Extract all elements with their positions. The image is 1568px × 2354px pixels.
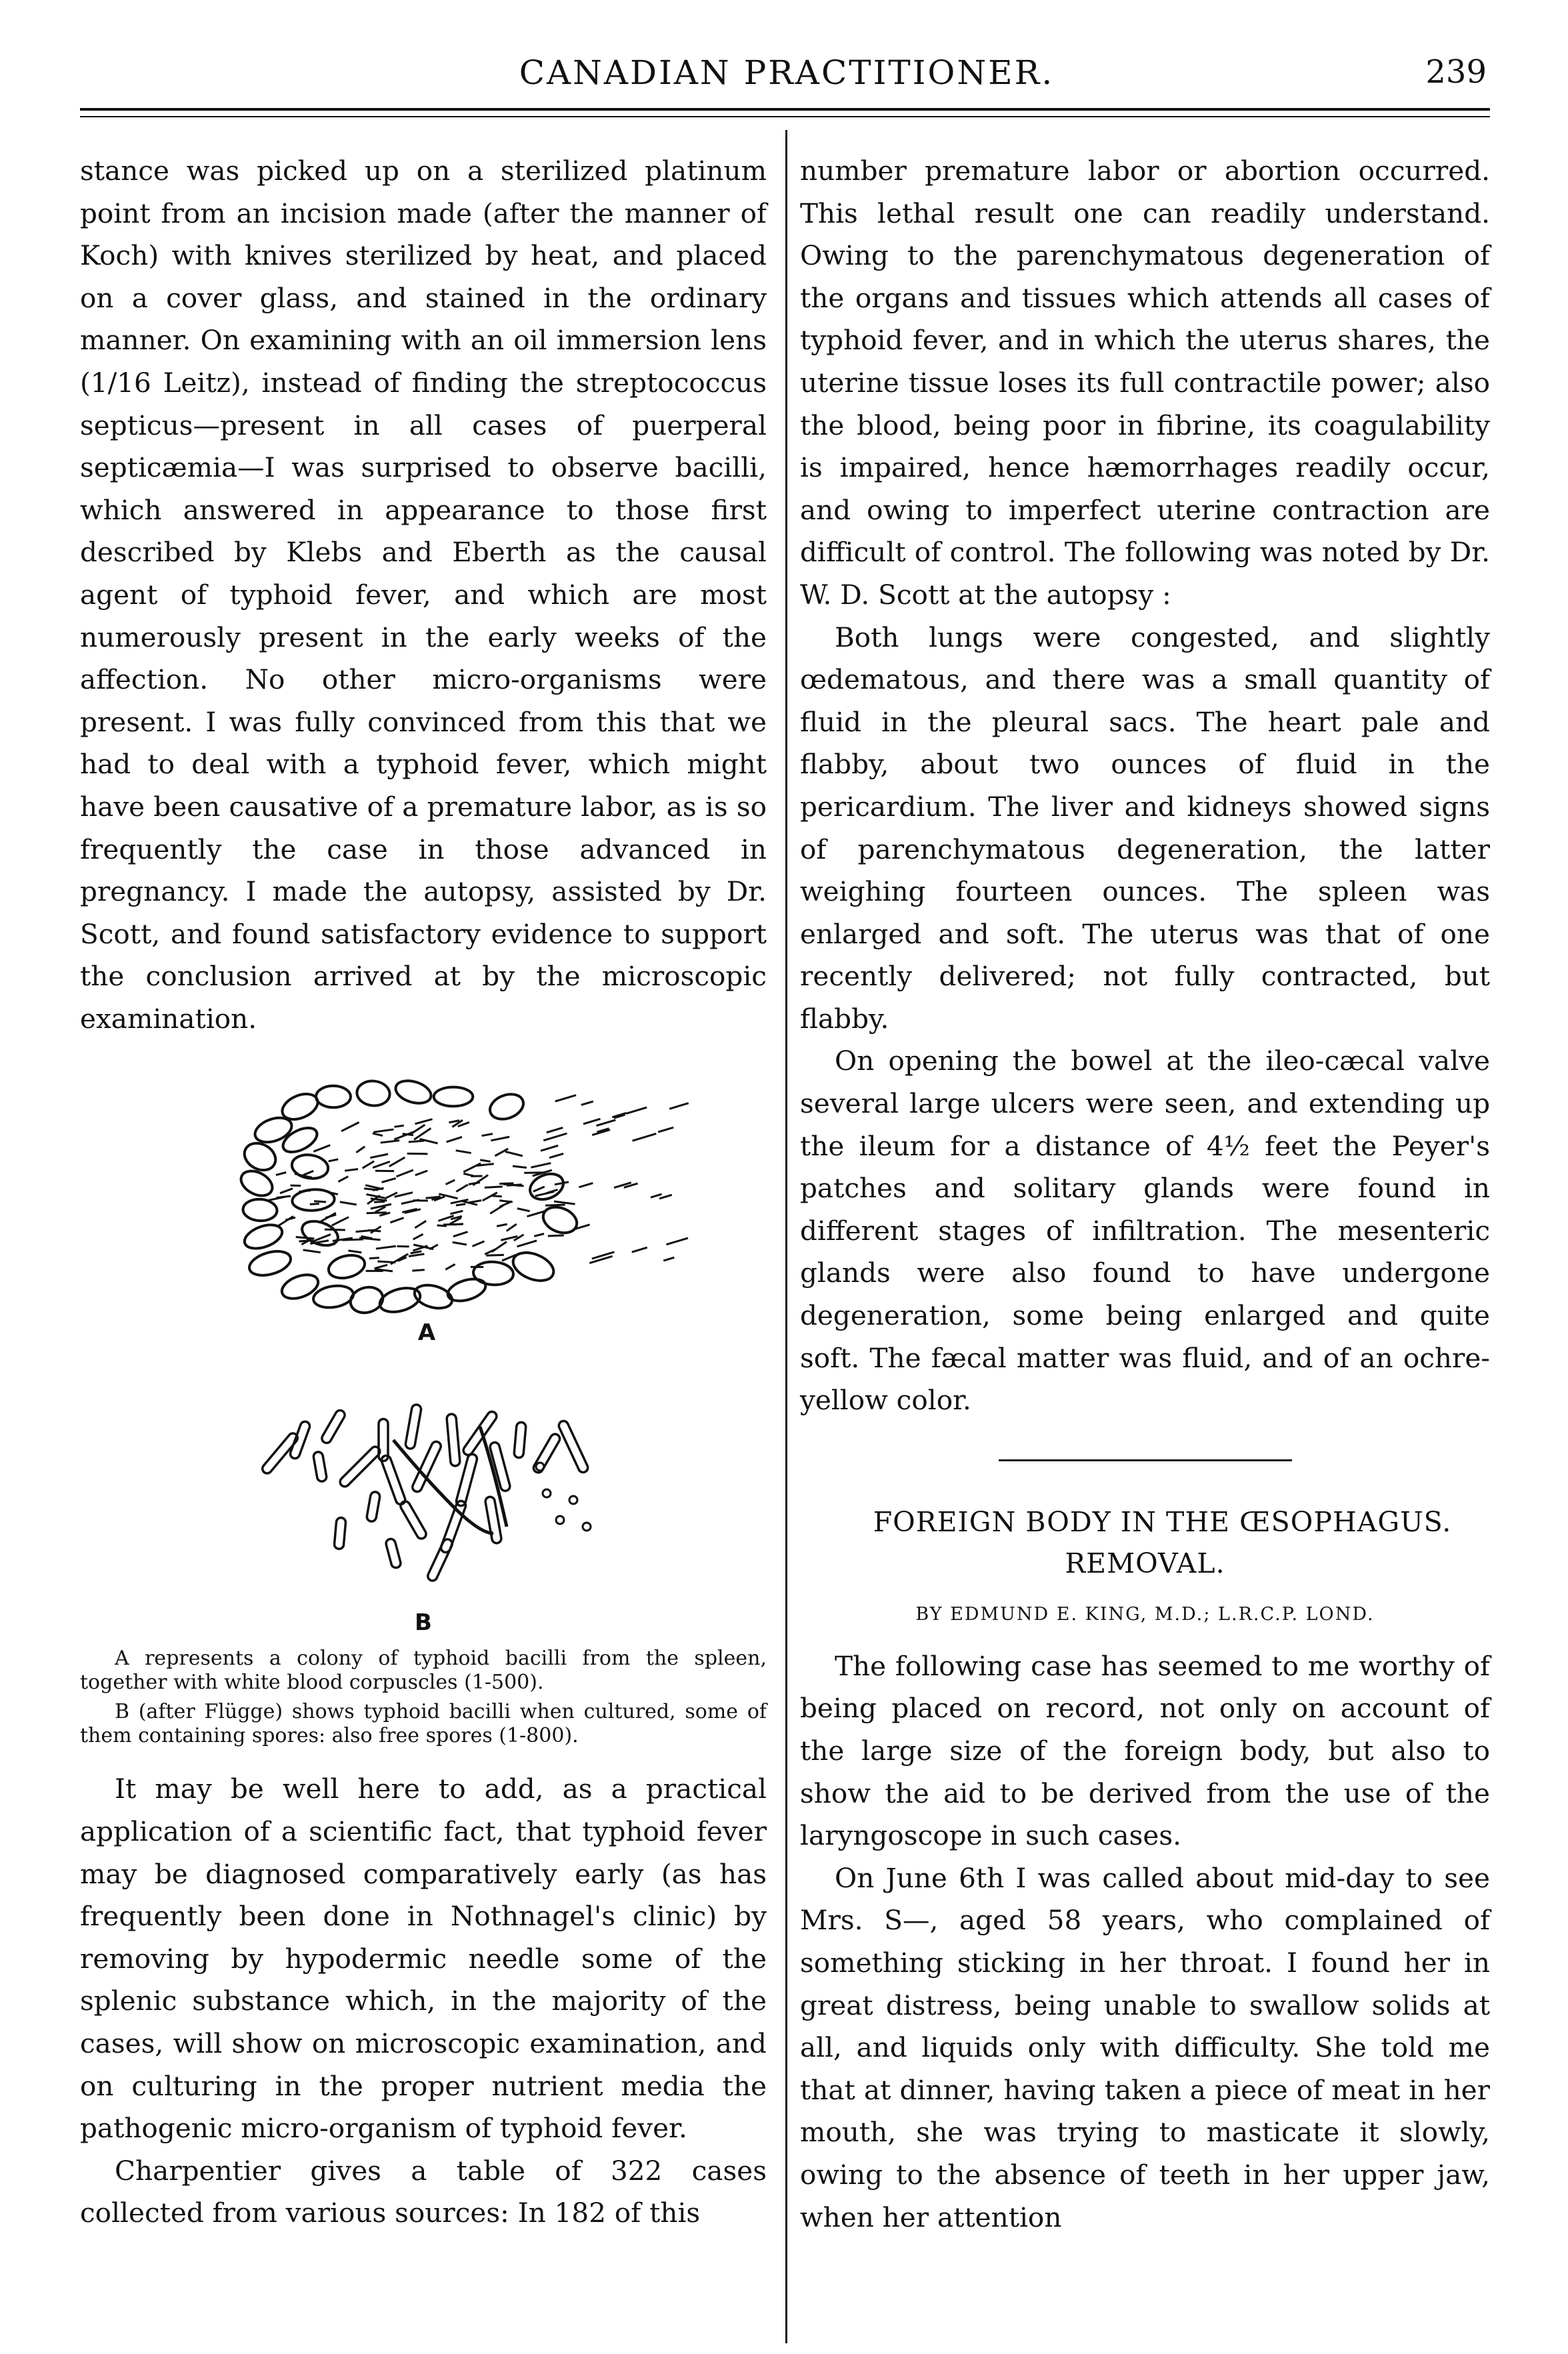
bacillus-mark <box>340 1202 357 1205</box>
corpuscle-mark <box>356 1080 391 1107</box>
bacillus-mark <box>549 1154 563 1158</box>
bacillus-mark <box>373 1130 393 1133</box>
bacillus-mark <box>499 1201 513 1202</box>
bacillus-mark <box>381 1141 399 1143</box>
bacillus-mark <box>385 1538 402 1569</box>
bacillus-mark <box>320 1409 346 1445</box>
spore-mark <box>536 1463 544 1471</box>
bacillus-mark <box>376 1247 396 1249</box>
bacillus-mark <box>485 1497 502 1545</box>
bacillus-mark <box>314 1201 326 1202</box>
byline: BY EDMUND E. KING, M.D.; L.R.C.P. LOND. <box>915 1603 1375 1625</box>
bacillus-mark <box>597 1120 616 1126</box>
bacillus-mark <box>505 1152 523 1156</box>
bacillus-mark <box>356 1147 365 1153</box>
bacillus-mark <box>490 1206 503 1214</box>
right-column <box>800 150 1490 2239</box>
corpuscle-mark <box>291 1189 335 1212</box>
bacillus-mark <box>667 1239 688 1245</box>
bacillus-mark <box>342 1239 363 1240</box>
header-rule <box>80 108 1490 111</box>
bacillus-mark <box>555 1095 576 1101</box>
spore-mark <box>543 1489 551 1497</box>
bacillus-mark <box>325 1230 345 1231</box>
bacillus-mark <box>659 1195 672 1199</box>
header-rule-thin <box>80 116 1490 117</box>
spore-mark <box>556 1516 564 1524</box>
bacillus-mark <box>389 1158 405 1167</box>
bacillus-mark <box>557 1420 589 1475</box>
bacillus-mark <box>632 1248 647 1253</box>
bacillus-mark <box>534 1234 544 1237</box>
bacillus-mark <box>669 1103 689 1109</box>
journal-title: CANADIAN PRACTITIONER. <box>519 53 1055 92</box>
bacillus-mark <box>377 1261 395 1263</box>
corpuscle-mark <box>509 1247 558 1286</box>
bacillus-mark <box>329 1159 339 1161</box>
paragraph: stance was picked up on a sterilized platinum point from an incision made (after the manner of Koch) with knives sterilized by heat, and placed on a cover glass, and stained in the ordinary manner. On examining with an oil immersion lens (1/16 Leitz), instead of finding the streptococcus septicus—present in all cases of puerperal septicæmia—I was surprised to observe bacilli, which answered in appearance to those first described by Klebs and Eberth as the causal agent of typhoid fever, and which are most numerously present in the early weeks of the affection. No other micro-organisms were present. I was fully convinced from this that we had to deal with a typhoid fever, which might have been causative of a premature labor, as is so frequently the case in those advanced in pregnancy. I made the autopsy, assisted by Dr. Scott, and found satisfactory evidence to support the conclusion arrived at by the microscopic examination. <box>80 155 767 1035</box>
bacillus-mark <box>480 1160 490 1162</box>
corpuscle-mark <box>243 1199 278 1222</box>
bacillus-mark <box>394 1126 403 1127</box>
bacillus-mark <box>310 1204 319 1205</box>
corpuscle-mark <box>247 1247 293 1280</box>
bacillus-mark <box>313 1451 327 1482</box>
bacillus-mark <box>450 1211 463 1215</box>
bacillus-mark <box>413 1245 433 1249</box>
bacillus-mark <box>663 1258 674 1261</box>
bacillus-mark <box>555 1182 569 1185</box>
running-header <box>80 53 1493 100</box>
bacillus-mark <box>280 1189 293 1193</box>
bacillus-mark <box>547 1128 563 1133</box>
bacillus-mark <box>345 1169 358 1171</box>
corpuscle-mark <box>487 1090 527 1124</box>
bacillus-mark <box>545 1205 565 1206</box>
paragraph: number premature labor or abortion occurred. This lethal result one can readily understand. Owing to the parenchymatous degeneration of the organs and tissues which attends all cases of typhoid fever, and in which the uterus shares, the uterine tissue loses its full contractile power; also the blood, being poor in fibrine, its coagulability is impaired, hence hæmorrhages readily occur, and owing to imperfect uterine contraction are difficult of control. The following was noted by Dr. W. D. Scott at the autopsy : <box>800 155 1490 611</box>
bacillus-mark <box>517 1241 537 1247</box>
column-divider <box>785 130 787 2343</box>
bacillus-mark <box>486 1255 504 1256</box>
bacillus-mark <box>369 1258 379 1259</box>
bacillus-mark <box>463 1174 474 1177</box>
bacillus-mark <box>261 1432 299 1476</box>
bacillus-mark <box>415 1221 426 1229</box>
figure-caption <box>80 1647 767 1748</box>
corpuscle-mark <box>279 1271 321 1303</box>
bacillus-mark <box>499 1183 513 1184</box>
corpuscle-mark <box>240 1138 281 1175</box>
bacillus-mark <box>341 1123 359 1131</box>
article-title <box>800 1501 1490 1584</box>
bacillus-mark <box>592 1252 615 1259</box>
article-title-line2: REMOVAL. <box>1065 1547 1225 1579</box>
figure-a-colony <box>237 1077 688 1317</box>
bacillus-mark <box>374 1202 385 1203</box>
bacillus-mark <box>651 1195 662 1198</box>
bacillus-mark <box>456 1204 465 1205</box>
spore-mark <box>583 1523 591 1531</box>
corpuscle-mark <box>473 1261 514 1287</box>
bacillus-mark <box>456 1151 471 1153</box>
bacillus-mark <box>497 1225 507 1227</box>
bacillus-mark <box>289 1421 311 1460</box>
bacillus-mark <box>390 1218 403 1223</box>
paragraph: It may be well here to add, as a practical application of a scientific fact, that typhoid fever may be diagnosed comparatively early (as has frequently been done in Nothnagel's clinic) by removing by hypodermic needle some of the splenic substance which, in the majority of the cases, will show on microscopic examination, and on culturing in the proper nutrient media the pathogenic micro-organism of typhoid fever. <box>80 1773 767 2145</box>
bacillus-mark <box>491 1137 509 1141</box>
bacillus-mark <box>371 1205 391 1209</box>
bacillus-mark <box>382 1179 396 1183</box>
figure-b-cultured <box>261 1404 591 1583</box>
caption-b: B (after Flügge) shows typhoid bacilli when cultured, some of them containing spores: also free spores (1-800). <box>80 1700 767 1748</box>
bacillus-mark <box>492 1242 507 1252</box>
bacillus-mark <box>583 1119 601 1125</box>
paragraph: On opening the bowel at the ileo-cæcal valve several large ulcers were seen, and extending up the ileum for a distance of 4½ feet the Peyer's patches and solitary glands were found in different stages of infiltration. The mesenteric glands were also found to have undergone degeneration, some being enlarged and quite soft. The fæcal matter was fluid, and of an ochre-yellow color. <box>800 1045 1490 1417</box>
bacillus-mark <box>299 1191 311 1192</box>
corpuscle-mark <box>539 1203 581 1237</box>
bacillus-mark <box>543 1134 567 1141</box>
bacillus-mark <box>415 1119 433 1124</box>
bacillus-mark <box>461 1410 498 1457</box>
paragraph: Both lungs were congested, and slightly œdematous, and there was a small quantity of fluid in the pleural sacs. The heart pale and flabby, about two ounces of fluid in the pericardium. The liver and kidneys showed signs of parenchymatous degeneration, the latter weighing fourteen ounces. The spleen was enlarged and soft. The uterus was that of one recently delivered; not fully contracted, but flabby. <box>800 621 1490 1035</box>
bacillus-mark <box>363 1161 375 1169</box>
bacillus-mark <box>399 1500 427 1541</box>
paragraph: On June 6th I was called about mid-day to see Mrs. S—, aged 58 years, who complained of something sticking in her throat. I found her in great distress, being unable to swallow solids at all, and liquids only with difficulty. She told me that at dinner, having taken a piece of meat in her mouth, she was trying to masticate it slowly, owing to the absence of teeth in her upper jaw, when her attention <box>800 1861 1490 2233</box>
bacillus-mark <box>517 1209 530 1211</box>
bacillus-mark <box>411 1251 422 1253</box>
bacillus-mark <box>541 1146 558 1151</box>
bacillus-mark <box>373 1162 390 1168</box>
bacillus-mark <box>405 1404 421 1449</box>
bacillus-mark <box>415 1171 427 1175</box>
bacillus-mark <box>303 1250 321 1253</box>
paragraph: The following case has seemed to me worthy of being placed on record, not only on account of the large size of the foreign body, but also to show the aid to be derived from the use of the laryngoscope in such cases. <box>800 1649 1490 1852</box>
bacillus-mark <box>366 1491 381 1522</box>
bacillus-mark <box>413 1235 423 1240</box>
bacillus-mark <box>411 1125 425 1134</box>
corpuscle-mark <box>434 1087 473 1107</box>
section-separator <box>999 1459 1292 1461</box>
figure-label-a: A <box>417 1319 436 1347</box>
bacillus-mark <box>513 1167 527 1168</box>
bacillus-mark <box>533 1187 545 1191</box>
bacillus-mark <box>409 1141 424 1143</box>
bacillus-mark <box>426 1538 453 1583</box>
bacillus-mark <box>627 1108 647 1114</box>
bacillus-mark <box>348 1251 361 1253</box>
caption-a: A represents a colony of typhoid bacilli from the spleen, together with white blood corpuscles (1-500). <box>80 1647 767 1695</box>
bacillus-mark <box>412 1270 425 1271</box>
figure-label-b: B <box>415 1609 432 1634</box>
corpuscle-mark <box>393 1077 433 1107</box>
corpuscle-mark <box>312 1283 355 1311</box>
bacillus-mark <box>447 1137 462 1143</box>
bacillus-mark <box>338 1445 381 1489</box>
bacillus-mark <box>514 1422 527 1458</box>
bacillus-mark <box>277 1197 291 1199</box>
bacillus-mark <box>579 1183 593 1187</box>
bacillus-mark <box>658 1128 673 1133</box>
paragraph: Charpentier gives a table of 322 cases collected from various sources: In 182 of this <box>80 2154 767 2229</box>
bacilli-figure <box>80 1067 767 1633</box>
spore-mark <box>569 1496 577 1504</box>
bacillus-mark <box>446 1180 455 1185</box>
left-column <box>80 150 767 2235</box>
bacillus-mark <box>531 1163 551 1168</box>
bacillus-mark <box>548 1235 564 1236</box>
bacillus-mark <box>445 1265 455 1270</box>
bacillus-mark <box>589 1257 612 1263</box>
corpuscle-mark <box>326 1252 367 1282</box>
bacillus-mark <box>437 1225 447 1226</box>
corpuscle-mark <box>316 1086 351 1108</box>
bacillus-mark <box>397 1170 413 1177</box>
bacillus-mark <box>373 1133 383 1136</box>
corpuscle-mark <box>526 1169 567 1204</box>
bacillus-mark <box>581 1102 593 1105</box>
bacillus-mark <box>338 1177 348 1182</box>
bacillus-mark <box>296 1237 315 1239</box>
bacillus-mark <box>375 1265 387 1269</box>
bacillus-mark <box>633 1134 657 1141</box>
corpuscle-mark <box>445 1275 488 1305</box>
bacillus-mark <box>332 1217 349 1226</box>
bacillus-mark <box>334 1517 346 1549</box>
corpuscle-mark <box>237 1167 276 1201</box>
bacillus-mark <box>313 1145 330 1152</box>
bacilli-illustration <box>80 1067 767 1633</box>
bacillus-mark <box>409 1254 424 1257</box>
bacillus-mark <box>276 1173 286 1175</box>
article-title-line1: FOREIGN BODY IN THE ŒSOPHAGUS. <box>873 1505 1452 1538</box>
bacillus-mark <box>453 1232 468 1237</box>
bacillus-mark <box>492 1196 502 1197</box>
page-number: 239 <box>1425 53 1487 91</box>
bacillus-mark <box>453 1243 467 1245</box>
bacillus-mark <box>303 1171 313 1175</box>
bacillus-mark <box>370 1155 388 1159</box>
bacillus-mark <box>507 1225 517 1231</box>
bacillus-mark <box>447 1414 461 1467</box>
bacillus-mark <box>485 1187 503 1188</box>
bacillus-mark <box>554 1202 575 1205</box>
bacillus-mark <box>285 1218 295 1221</box>
bacillus-mark <box>482 1134 493 1136</box>
bacillus-mark <box>456 1185 467 1191</box>
bacillus-mark <box>473 1241 485 1247</box>
